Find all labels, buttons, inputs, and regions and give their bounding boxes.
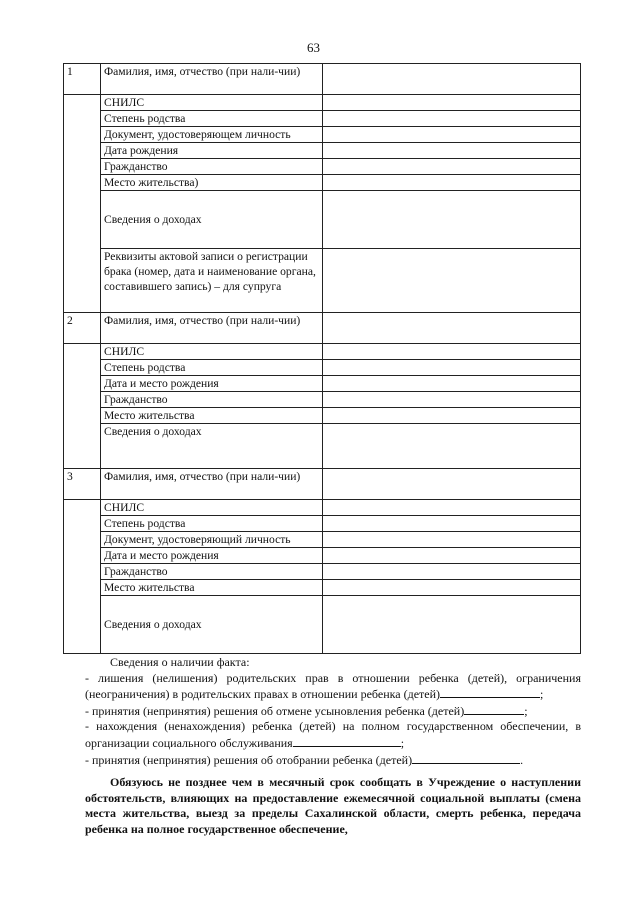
field-label-income: Сведения о доходах <box>101 191 323 249</box>
fact-text: - принятия (непринятия) решения об отобрании ребенка (детей) <box>85 752 413 767</box>
field-label-relationship: Степень родства <box>101 111 323 127</box>
field-value[interactable] <box>323 344 581 360</box>
field-label-full-name: Фамилия, имя, отчество (при нали-чии) <box>101 313 323 344</box>
facts-section <box>85 655 581 768</box>
field-label-residence: Место жительства <box>101 580 323 596</box>
member-number-empty <box>64 344 101 469</box>
field-label-full-name: Фамилия, имя, отчество (при нали-чии) <box>101 469 323 500</box>
field-label-birth-date-place: Дата и место рождения <box>101 376 323 392</box>
field-value[interactable] <box>323 313 581 344</box>
fact-text: - лишения (нелишения) родительских прав в отношении ребенка (детей), ограничения (неограничения) в родительских правах в отношении ребенка (детей) <box>85 670 581 702</box>
pledge-text: Обязуюсь не позднее чем в месячный срок сообщать в Учреждение о наступлении обстоятельств, влияющих на предоставление ежемесячной социальной выплаты (смена места жительства, выезд за пределы Сахалинской области, смерть ребенка, передача ребенка на полное государственное обеспечение, <box>85 775 581 836</box>
member-number-empty <box>64 95 101 313</box>
field-label-citizenship: Гражданство <box>101 159 323 175</box>
fact-text: - нахождения (ненахождения) ребенка (детей) на полном государственном обеспечении, в организации социального обслуживания <box>85 719 581 750</box>
fact-text: - принятия (непринятия) решения об отмене усыновления ребенка (детей) <box>85 703 465 718</box>
field-value[interactable] <box>323 580 581 596</box>
field-label-citizenship: Гражданство <box>101 564 323 580</box>
field-label-income: Сведения о доходах <box>101 596 323 654</box>
field-label-residence: Место жительства) <box>101 175 323 191</box>
member-number: 2 <box>64 313 101 344</box>
field-value[interactable] <box>323 175 581 191</box>
field-value[interactable] <box>323 548 581 564</box>
field-label-residence: Место жительства <box>101 408 323 424</box>
field-value[interactable] <box>323 424 581 469</box>
field-label-birth-date-place: Дата и место рождения <box>101 548 323 564</box>
field-label-id-document: Документ, удостоверяющем личность <box>101 127 323 143</box>
field-value[interactable] <box>323 111 581 127</box>
facts-lead: Сведения о наличии факта: <box>110 655 250 669</box>
field-value[interactable] <box>323 392 581 408</box>
field-label-relationship: Степень родства <box>101 516 323 532</box>
field-value[interactable] <box>323 408 581 424</box>
fact-punct: . <box>520 752 524 767</box>
fact-punct: ; <box>540 687 544 702</box>
fact-item-deprivation <box>85 671 581 703</box>
field-value[interactable] <box>323 143 581 159</box>
field-label-income: Сведения о доходах <box>101 424 323 469</box>
field-value[interactable] <box>323 564 581 580</box>
field-value[interactable] <box>323 159 581 175</box>
field-value[interactable] <box>323 249 581 313</box>
field-label-snils: СНИЛС <box>101 344 323 360</box>
member-number: 1 <box>64 64 101 95</box>
field-label-id-document: Документ, удостоверяющий личность <box>101 532 323 548</box>
fact-punct: ; <box>524 703 528 718</box>
field-label-snils: СНИЛС <box>101 95 323 111</box>
field-label-marriage-record: Реквизиты актовой записи о регистрации брака (номер, дата и наименование органа, составившего запись) – для супруга <box>101 249 323 313</box>
field-value[interactable] <box>323 500 581 516</box>
field-value[interactable] <box>323 469 581 500</box>
fill-line[interactable] <box>412 752 520 764</box>
field-value[interactable] <box>323 191 581 249</box>
field-value[interactable] <box>323 360 581 376</box>
fact-item-adoption <box>85 703 581 720</box>
field-label-snils: СНИЛС <box>101 500 323 516</box>
fill-line[interactable] <box>440 686 540 698</box>
field-label-citizenship: Гражданство <box>101 392 323 408</box>
field-value[interactable] <box>323 64 581 95</box>
field-value[interactable] <box>323 127 581 143</box>
field-value[interactable] <box>323 376 581 392</box>
fact-item-state-care <box>85 719 581 751</box>
field-value[interactable] <box>323 516 581 532</box>
fill-line[interactable] <box>464 703 524 715</box>
field-label-birth-date: Дата рождения <box>101 143 323 159</box>
fact-punct: ; <box>400 735 405 750</box>
family-members-table <box>63 63 581 654</box>
page-number: 63 <box>307 40 320 55</box>
field-value[interactable] <box>323 596 581 654</box>
member-number-empty <box>64 500 101 654</box>
fact-item-removal <box>85 752 581 769</box>
field-value[interactable] <box>323 95 581 111</box>
field-label-full-name: Фамилия, имя, отчество (при нали-чии) <box>101 64 323 95</box>
member-number: 3 <box>64 469 101 500</box>
field-label-relationship: Степень родства <box>101 360 323 376</box>
pledge-paragraph <box>85 775 581 837</box>
fill-line[interactable] <box>293 735 401 747</box>
field-value[interactable] <box>323 532 581 548</box>
